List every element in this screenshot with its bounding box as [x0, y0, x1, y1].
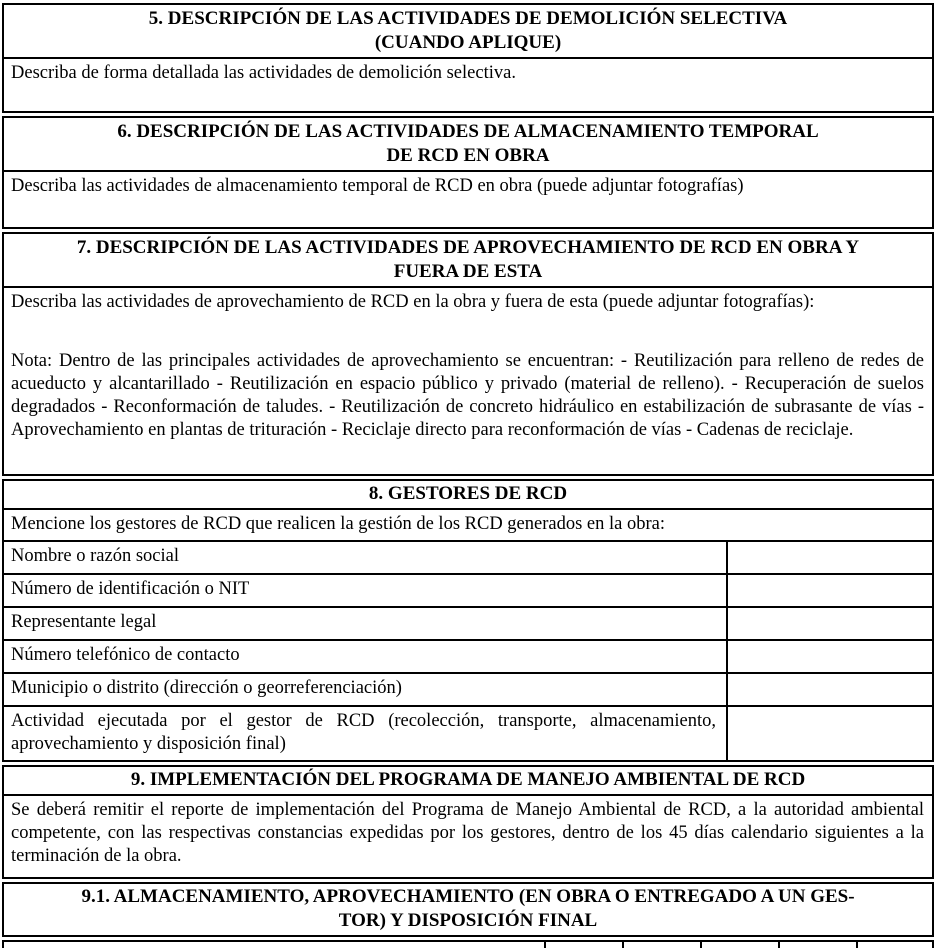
section-7-title-line-2: FUERA DE ESTA — [393, 261, 543, 282]
section-9-title: 9. IMPLEMENTACIÓN DEL PROGRAMA DE MANEJO AMBIENTAL DE RCD — [130, 769, 806, 790]
gestor-field-value-nit — [726, 575, 932, 606]
section-7-body-intro: Describa las actividades de aprovechamiento de RCD en la obra y fuera de esta (puede adjuntar fotografías): — [11, 292, 815, 312]
table-cell — [700, 942, 778, 948]
table-cell — [4, 942, 544, 948]
section-8-intro: Mencione los gestores de RCD que realicen la gestión de los RCD generados en la obra: — [4, 508, 932, 540]
section-9-body: Se deberá remitir el reporte de implementación del Programa de Manejo Ambiental de RCD, a la autoridad ambiental competente, con las respectivas constancias expedidas por los gestores, dentro de los 45 días calendario siguientes a la terminación de la obra. — [4, 794, 932, 877]
section-5-title — [4, 5, 932, 57]
section-9-1-title-line-1: 9.1. ALMACENAMIENTO, APROVECHAMIENTO (EN OBRA O ENTREGADO A UN GES- — [81, 886, 855, 907]
gestor-field-row — [4, 573, 932, 606]
section-6-title-line-1: 6. DESCRIPCIÓN DE LAS ACTIVIDADES DE ALMACENAMIENTO TEMPORAL — [117, 121, 819, 142]
gestor-field-label-representante: Representante legal — [11, 612, 157, 632]
section-6 — [2, 116, 934, 229]
section-6-body: Describa las actividades de almacenamiento temporal de RCD en obra (puede adjuntar fotografías) — [4, 170, 932, 227]
gestor-field-row — [4, 672, 932, 705]
section-7-title — [4, 234, 932, 286]
gestor-field-label-nombre: Nombre o razón social — [11, 546, 179, 566]
section-7-body — [4, 286, 932, 474]
gestor-field-value-municipio — [726, 674, 932, 705]
section-9-1-title — [4, 884, 932, 935]
section-9 — [2, 765, 934, 879]
section-9-1 — [2, 882, 934, 937]
gestor-field-label-actividad: Actividad ejecutada por el gestor de RCD (recolección, transporte, almacenamiento, aprovechamiento y disposición final) — [11, 711, 716, 754]
gestor-field-row — [4, 540, 932, 573]
section-7-body-note: Nota: Dentro de las principales actividades de aprovechamiento se encuentran: - Reutilización para relleno de redes de acueducto y alcantarillado - Reutilización en espacio público y privado (material de relleno). - Recuperación de suelos degradados - Reconformación de taludes. - Reutilización de concreto hidráulico en estabilización de subrasante de vías - Aprovechamiento en plantas de trituración - Reciclaje directo para reconformación de vías - Cadenas de reciclaje. — [11, 351, 924, 440]
gestor-field-value-nombre — [726, 542, 932, 573]
table-cell — [856, 942, 932, 948]
gestor-field-row — [4, 606, 932, 639]
section-9-1-title-line-2: TOR) Y DISPOSICIÓN FINAL — [338, 910, 598, 931]
section-8-title: 8. GESTORES DE RCD — [368, 483, 568, 504]
section-6-title-line-2: DE RCD EN OBRA — [386, 145, 550, 166]
gestor-field-label-telefono: Número telefónico de contacto — [11, 645, 240, 665]
section-7 — [2, 232, 934, 476]
gestor-field-label-nit: Número de identificación o NIT — [11, 579, 250, 599]
table-cell — [622, 942, 700, 948]
section-8 — [2, 479, 934, 762]
section-7-title-line-1: 7. DESCRIPCIÓN DE LAS ACTIVIDADES DE APROVECHAMIENTO DE RCD EN OBRA Y — [76, 237, 860, 258]
gestor-field-row — [4, 639, 932, 672]
gestor-field-row — [4, 705, 932, 760]
gestor-field-value-telefono — [726, 641, 932, 672]
section-5-body: Describa de forma detallada las actividades de demolición selectiva. — [4, 57, 932, 111]
section-5-title-line-1: 5. DESCRIPCIÓN DE LAS ACTIVIDADES DE DEMOLICIÓN SELECTIVA — [148, 8, 788, 29]
section-9-1-table-start — [2, 940, 934, 948]
gestor-field-value-representante — [726, 608, 932, 639]
section-5 — [2, 3, 934, 113]
gestor-field-label-municipio: Municipio o distrito (dirección o georreferenciación) — [11, 678, 402, 698]
section-6-title — [4, 118, 932, 170]
section-5-title-line-2: (CUANDO APLIQUE) — [374, 32, 562, 53]
table-cell — [778, 942, 856, 948]
table-cell — [544, 942, 622, 948]
gestor-field-value-actividad — [726, 707, 932, 760]
